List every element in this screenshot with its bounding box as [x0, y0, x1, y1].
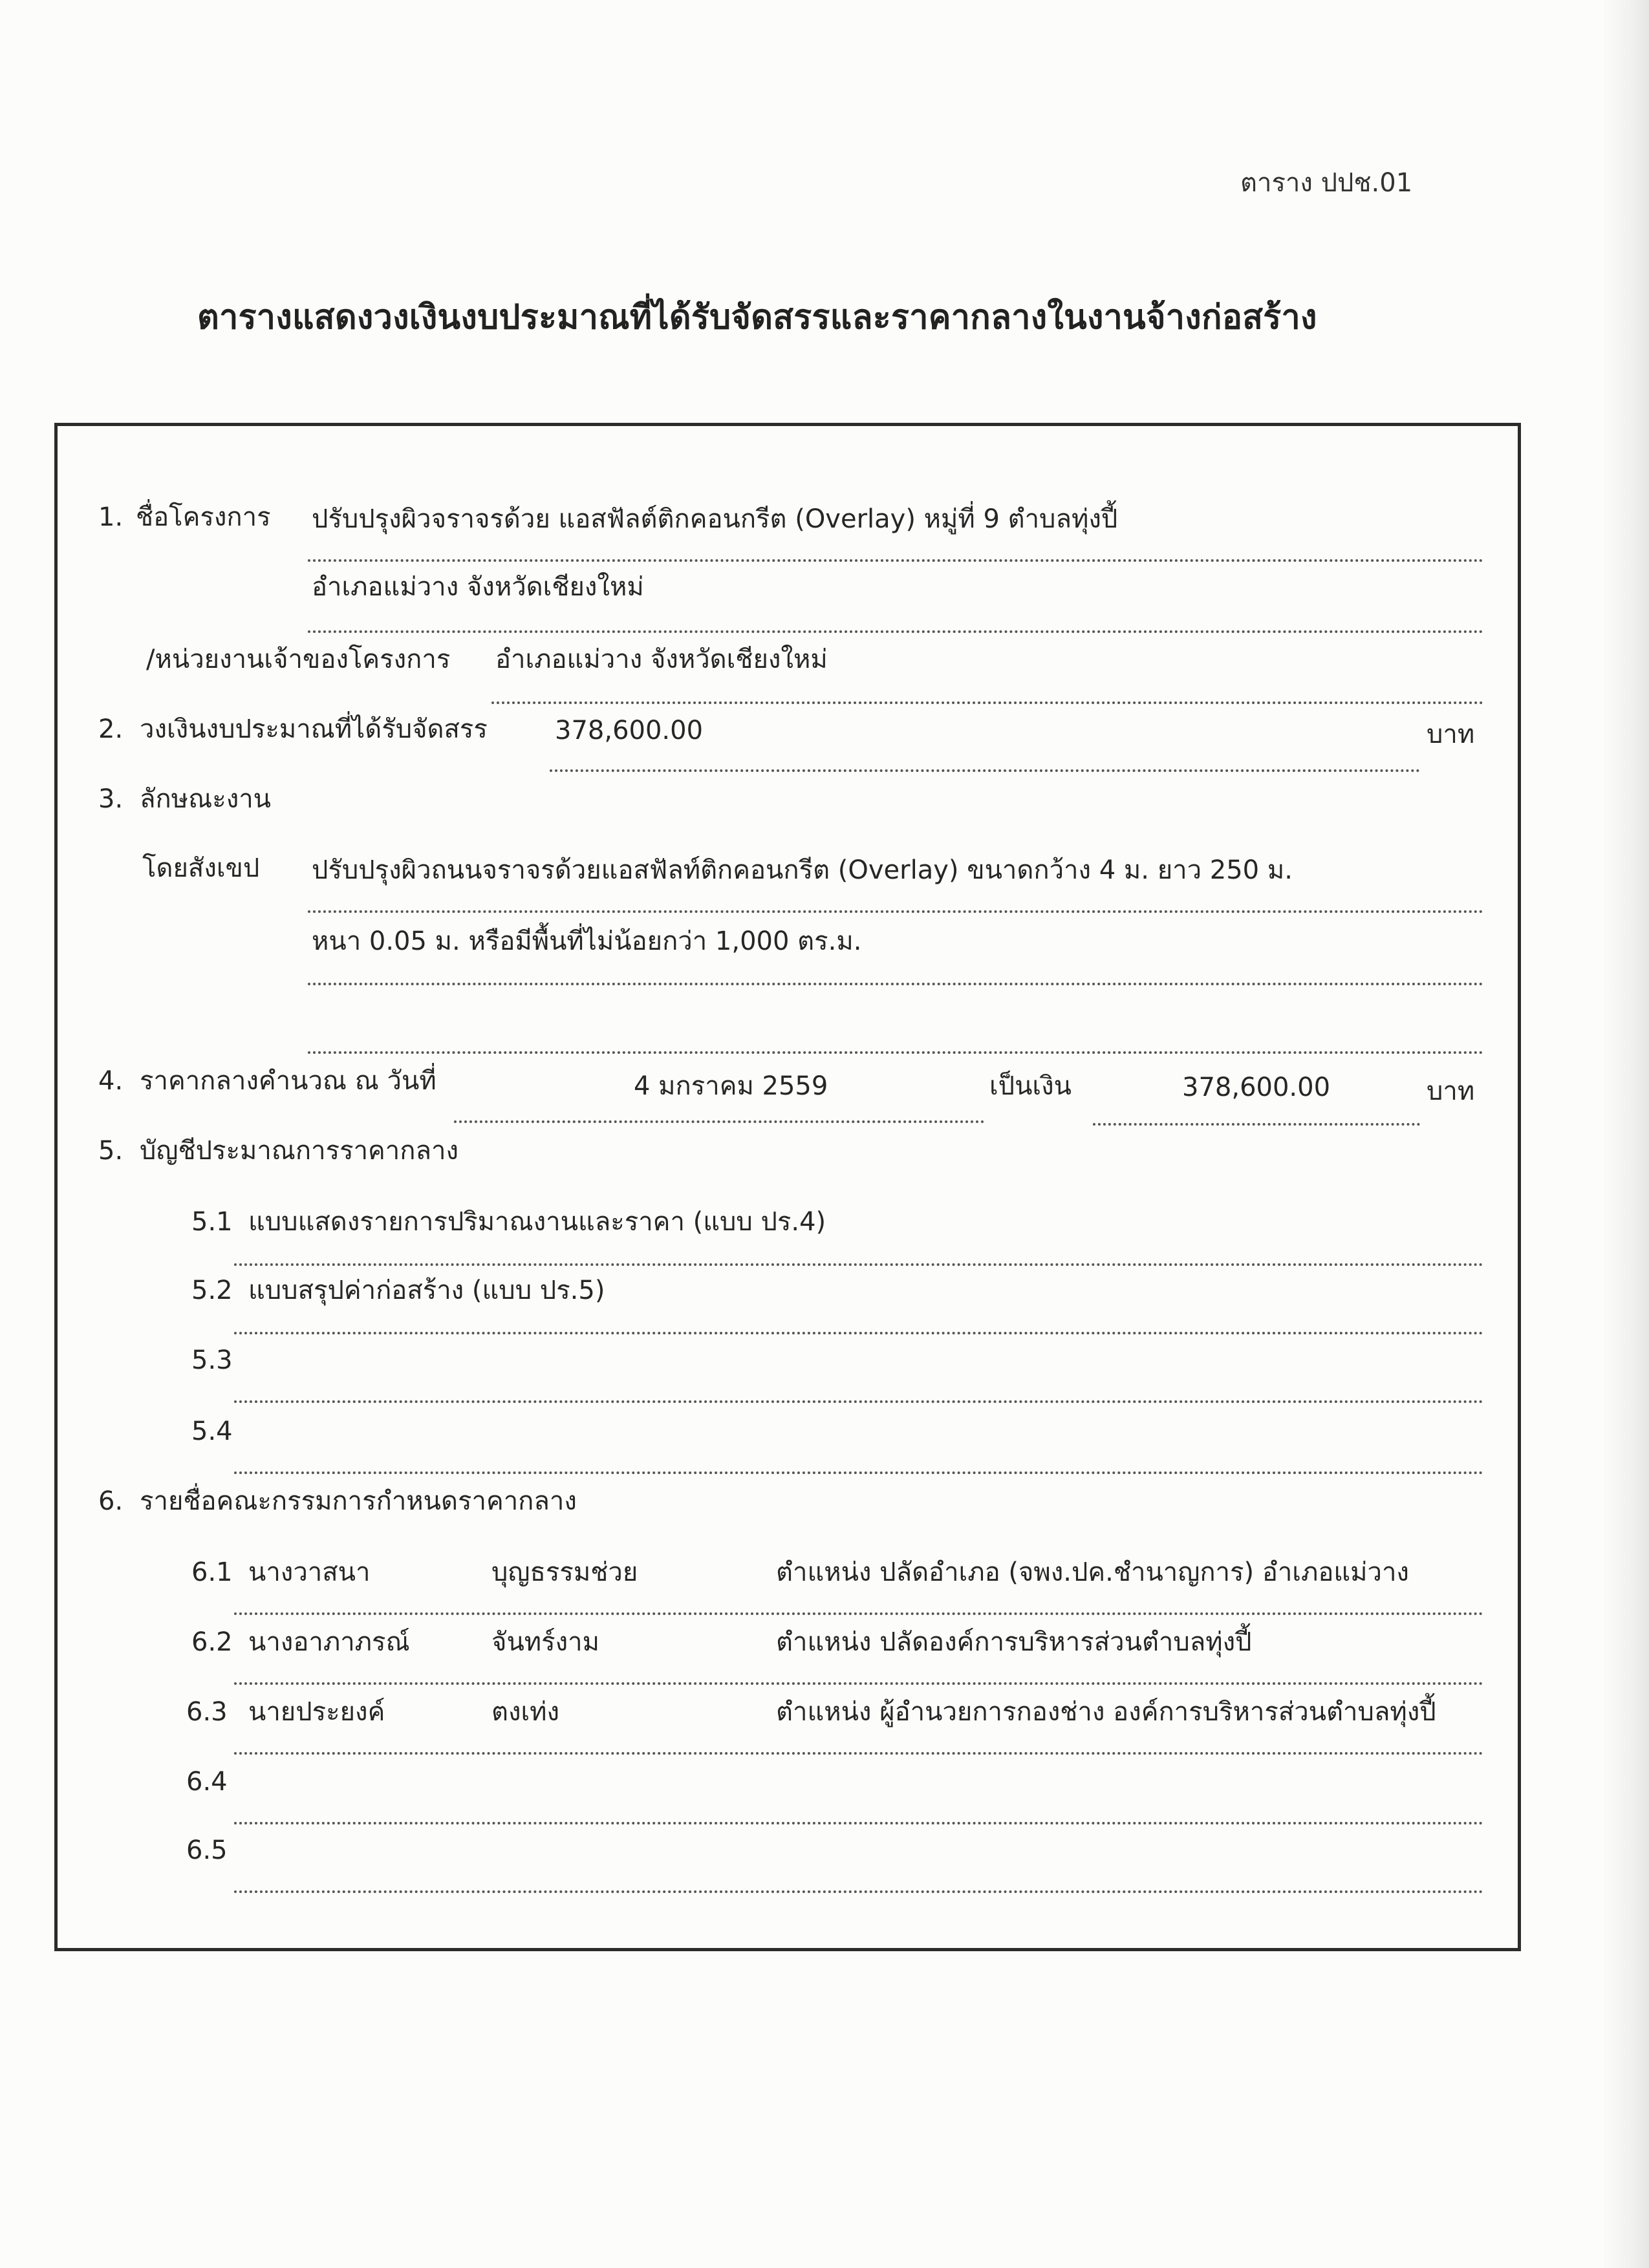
form-code: ตาราง ปปช.01: [1240, 168, 1413, 198]
page-edge-shadow: [1604, 0, 1649, 2268]
committee-member-dots: [234, 1752, 1483, 1755]
project-name-line2-dots: [308, 630, 1483, 633]
price-estimate-item-dots: [234, 1332, 1483, 1334]
price-estimate-item-number: 5.4: [191, 1417, 233, 1446]
committee-member-last-name: บุญธรรมช่วย: [491, 1557, 638, 1587]
price-estimate-item-dots: [234, 1263, 1483, 1266]
project-owner-dots: [491, 701, 1483, 704]
project-owner-value: อำเภอแม่วาง จังหวัดเชียงใหม่: [495, 645, 828, 674]
median-price-amount-label: เป็นเงิน: [989, 1071, 1072, 1101]
project-name-line1: ปรับปรุงผิวจราจรด้วย แอสฟัลต์ติกคอนกรีต (Overlay) หมู่ที่ 9 ตำบลทุ่งปี้: [312, 504, 1118, 534]
budget-value: 378,600.00: [555, 716, 704, 745]
work-description-line3-dots: [308, 1051, 1483, 1054]
work-summary-label: โดยสังเขป: [142, 853, 260, 883]
committee-member-number: 6.1: [191, 1557, 233, 1587]
work-description-line2: หนา 0.05 ม. หรือมีพื้นที่ไม่น้อยกว่า 1,000 ตร.ม.: [312, 926, 862, 956]
project-name-label: ชื่อโครงการ: [136, 502, 271, 532]
price-estimate-item-number: 5.1: [191, 1207, 233, 1237]
median-price-amount: 378,600.00: [1182, 1073, 1331, 1102]
work-description-label: ลักษณะงาน: [140, 784, 272, 814]
work-description-line1-dots: [308, 910, 1483, 913]
committee-member-dots: [234, 1612, 1483, 1615]
price-estimate-item-text: แบบสรุปค่าก่อสร้าง (แบบ ปร.5): [248, 1276, 605, 1305]
work-description-line1: ปรับปรุงผิวถนนจราจรด้วยแอสฟัลท์ติกคอนกรีต (Overlay) ขนาดกว้าง 4 ม. ยาว 250 ม.: [312, 855, 1293, 885]
budget-dots: [550, 769, 1420, 772]
project-name-line1-dots: [308, 559, 1483, 562]
project-owner-label: /หน่วยงานเจ้าของโครงการ: [146, 645, 451, 674]
median-price-date-label: ราคากลางคำนวณ ณ วันที่: [140, 1066, 436, 1096]
committee-member-last-name: จันทร์งาม: [491, 1627, 599, 1657]
price-estimate-item-text: แบบแสดงรายการปริมาณงานและราคา (แบบ ปร.4): [248, 1207, 826, 1237]
committee-member-number: 6.3: [186, 1697, 228, 1727]
committee-member-dots: [234, 1682, 1483, 1685]
price-estimate-item-dots: [234, 1400, 1483, 1403]
committee-member-last-name: ตงเท่ง: [491, 1697, 560, 1727]
committee-member-number: 6.2: [191, 1627, 233, 1657]
price-estimate-label: บัญชีประมาณการราคากลาง: [140, 1136, 458, 1166]
committee-member-dots: [234, 1822, 1483, 1824]
median-price-unit: บาท: [1427, 1076, 1475, 1106]
committee-label: รายชื่อคณะกรรมการกำหนดราคากลาง: [140, 1486, 577, 1516]
section2-number: 2.: [98, 714, 124, 744]
project-name-line2: อำเภอแม่วาง จังหวัดเชียงใหม่: [312, 572, 644, 602]
page-title: ตารางแสดงวงเงินงบประมาณที่ได้รับจัดสรรและราคากลางในงานจ้างก่อสร้าง: [197, 298, 1317, 337]
budget-unit: บาท: [1427, 720, 1475, 749]
section5-number: 5.: [98, 1136, 124, 1166]
section3-number: 3.: [98, 784, 124, 814]
section6-number: 6.: [98, 1486, 124, 1516]
budget-label: วงเงินงบประมาณที่ได้รับจัดสรร: [140, 714, 488, 744]
committee-member-first-name: นางวาสนา: [248, 1557, 371, 1587]
section1-number: 1.: [98, 502, 124, 532]
section4-number: 4.: [98, 1066, 124, 1096]
price-estimate-item-number: 5.3: [191, 1345, 233, 1375]
committee-member-number: 6.5: [186, 1835, 228, 1865]
committee-member-position: ตำแหน่ง ปลัดองค์การบริหารส่วนตำบลทุ่งปี้: [776, 1627, 1252, 1657]
committee-member-position: ตำแหน่ง ผู้อำนวยการกองช่าง องค์การบริหารส่วนตำบลทุ่งปี้: [776, 1697, 1436, 1727]
median-price-date: 4 มกราคม 2559: [634, 1071, 828, 1101]
committee-member-first-name: นางอาภาภรณ์: [248, 1627, 410, 1657]
committee-member-dots: [234, 1890, 1483, 1893]
median-price-amount-dots: [1093, 1123, 1420, 1126]
committee-member-first-name: นายประยงค์: [248, 1697, 385, 1727]
price-estimate-item-dots: [234, 1471, 1483, 1474]
committee-member-number: 6.4: [186, 1767, 228, 1797]
median-price-date-dots: [454, 1120, 984, 1123]
price-estimate-item-number: 5.2: [191, 1276, 233, 1305]
work-description-line2-dots: [308, 983, 1483, 985]
committee-member-position: ตำแหน่ง ปลัดอำเภอ (จพง.ปค.ชำนาญการ) อำเภอแม่วาง: [776, 1557, 1409, 1587]
